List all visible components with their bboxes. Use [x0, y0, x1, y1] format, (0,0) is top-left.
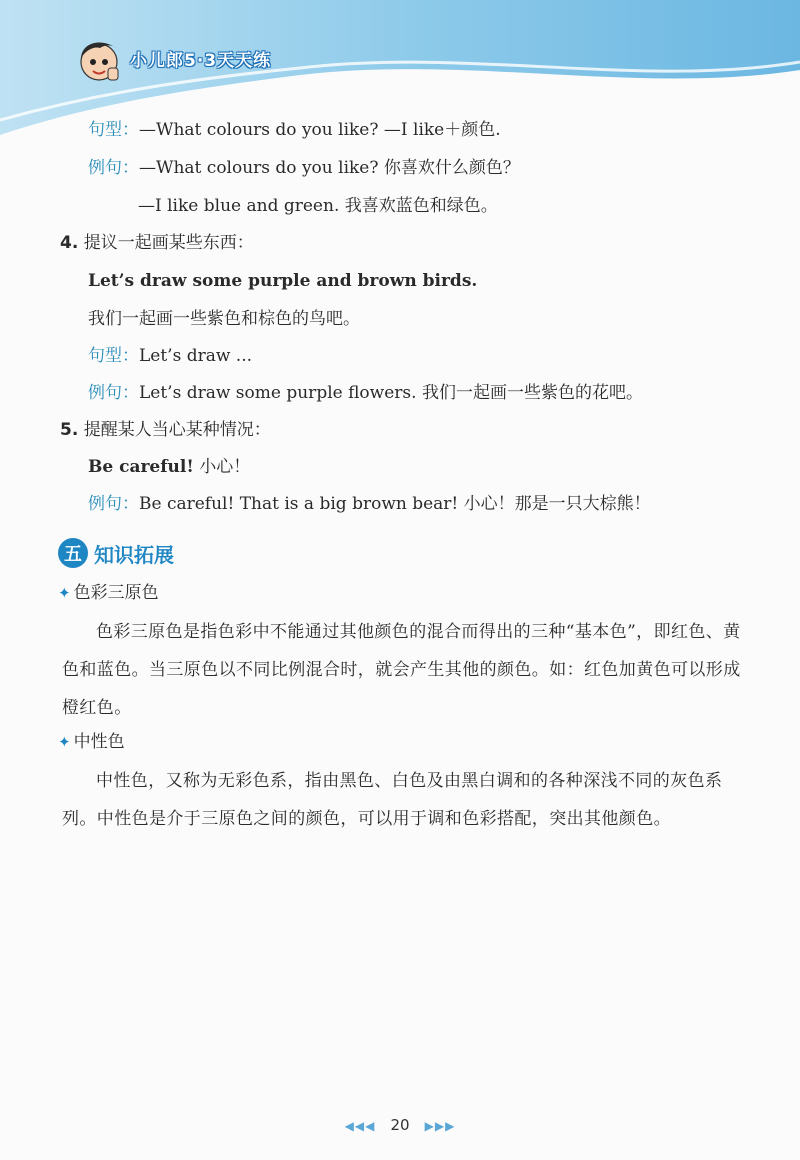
sentence-pattern-line [88, 117, 501, 143]
sentence-pattern-line [88, 343, 252, 369]
paragraph-primary-colors: 色彩三原色是指色彩中不能通过其他颜色的混合而得出的三种“基本色”，即红色、黄色和蓝色。当三原色以不同比例混合时，就会产生其他的颜色。如：红色加黄色可以形成橙红色。 [62, 622, 741, 718]
star-icon: ✦ [58, 733, 71, 751]
section-title: 知识拓展 [94, 542, 174, 567]
subheading-text: 中性色 [73, 732, 125, 752]
section-number-badge: 五 [58, 538, 88, 568]
example-label: 例句： [88, 383, 139, 403]
right-arrows-icon: ▶▶▶ [424, 1119, 456, 1133]
paragraph-neutral-colors: 中性色，又称为无彩色系，指由黑色、白色及由黑白调和的各种深浅不同的灰色系列。中性色是介于三原色之间的颜色，可以用于调和色彩搭配，突出其他颜色。 [62, 771, 723, 829]
pattern-label: 句型： [88, 346, 139, 366]
key-sentence-en: Let’s draw some purple and brown birds. [88, 271, 478, 291]
point-4-heading [60, 230, 254, 256]
point-text: 提议一起画某些东西： [83, 233, 254, 253]
point-number: 4. [60, 233, 79, 253]
example-text: Be careful! That is a big brown bear! 小心！那是一只大棕熊！ [139, 494, 651, 514]
example-answer-line: —I like blue and green. 我喜欢蓝色和绿色。 [138, 196, 498, 216]
key-sentence-cn: 我们一起画一些紫色和棕色的鸟吧。 [88, 309, 360, 329]
example-line [88, 491, 651, 517]
pattern-label: 句型： [88, 120, 139, 140]
example-text: —What colours do you like? 你喜欢什么颜色？ [139, 158, 520, 178]
brand-title: 小儿郎5·3天天练 [130, 51, 272, 71]
key-sentence [88, 454, 250, 480]
example-label: 例句： [88, 158, 139, 178]
point-number: 5. [60, 420, 79, 440]
example-text: Let’s draw some purple flowers. 我们一起画一些紫色的花吧。 [139, 383, 643, 403]
subheading-primary-colors [58, 580, 159, 606]
example-line [88, 380, 643, 406]
section-heading [58, 538, 174, 568]
left-arrows-icon: ◀◀◀ [344, 1119, 376, 1133]
star-icon: ✦ [58, 584, 71, 602]
pattern-text: —What colours do you like? —I like＋颜色. [139, 120, 501, 140]
example-line [88, 155, 520, 181]
page-footer [0, 1115, 800, 1134]
point-text: 提醒某人当心某种情况： [83, 420, 271, 440]
key-sentence-en: Be careful! [88, 457, 194, 477]
mascot-boy-icon [72, 36, 126, 86]
subheading-neutral-colors [58, 729, 125, 755]
key-sentence-cn: 小心！ [193, 457, 251, 477]
point-5-heading [60, 417, 271, 443]
subheading-text: 色彩三原色 [73, 583, 159, 603]
pattern-text: Let’s draw ... [139, 346, 253, 366]
page-number: 20 [390, 1116, 410, 1134]
example-label: 例句： [88, 494, 139, 514]
